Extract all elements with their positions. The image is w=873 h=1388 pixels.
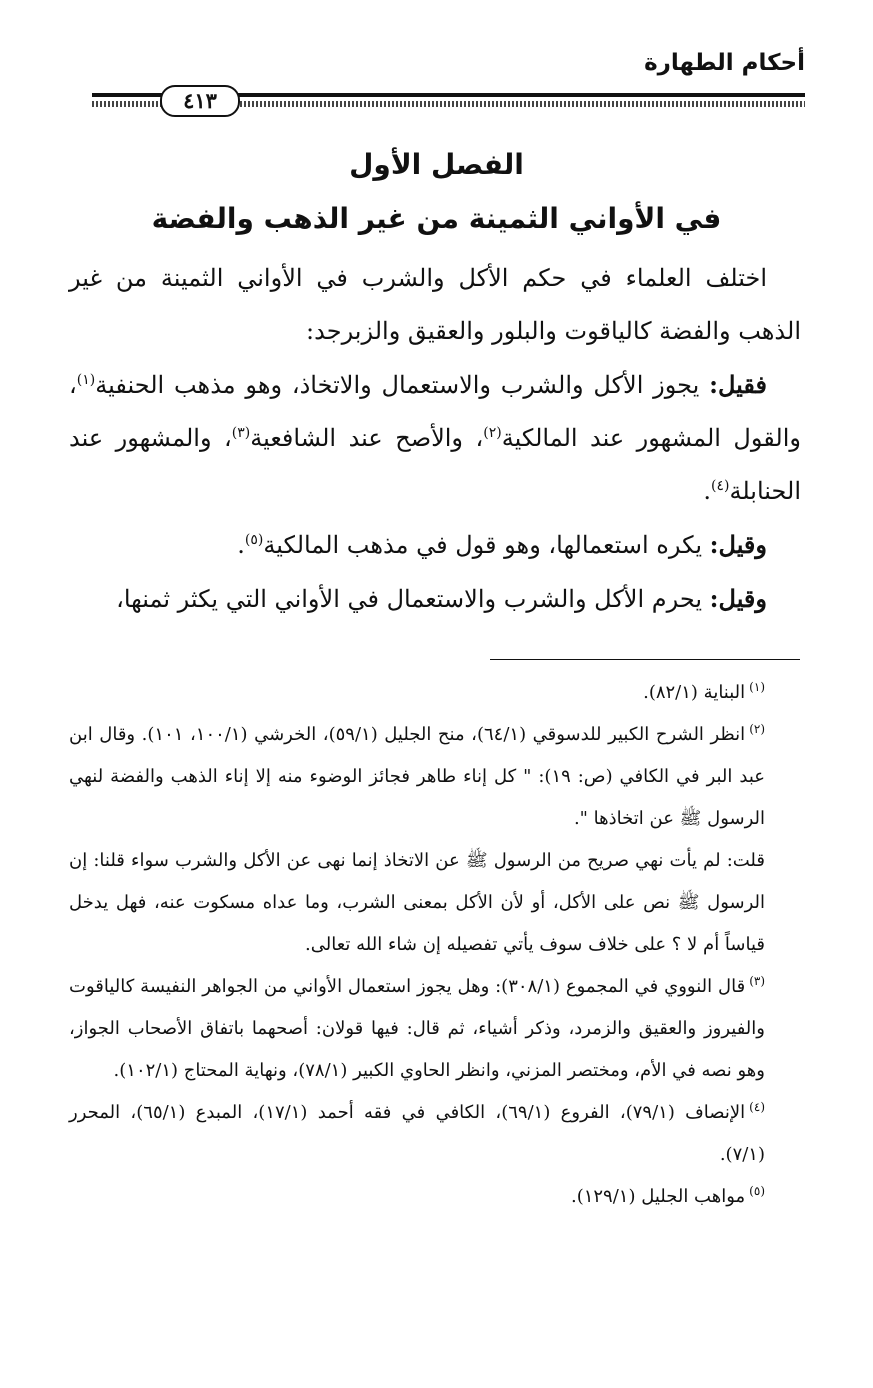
footnote-ref: (٤) xyxy=(711,478,730,494)
footnote-2-continuation xyxy=(69,840,801,966)
running-title: أحكام الطهارة xyxy=(644,50,805,76)
main-text xyxy=(69,252,801,626)
chapter-heading: الفصل الأول xyxy=(349,148,524,181)
opinion-text: . xyxy=(703,477,711,505)
opinion-paragraph-1 xyxy=(69,358,801,518)
footnote-number: (١) xyxy=(749,680,765,694)
footnote-3 xyxy=(69,966,801,1092)
footnote-2 xyxy=(69,714,801,840)
opinion-text: ، والأصح عند الشافعية xyxy=(250,424,484,452)
opinion-paragraph-2 xyxy=(69,518,801,572)
footnote-text: انظر الشرح الكبير للدسوقي (٦٤/١)، منح الجليل (٥٩/١)، الخرشي (١٠٠/١، ١٠١). وقال ابن عبد البر في الكافي (ص: ١٩): " كل إناء طاهر فجائز الوضوء منه إلا إناء الذهب والفضة لنهي الرسول ﷺ عن اتخاذها ". xyxy=(69,724,765,829)
opinion-lead: وقيل: xyxy=(709,530,767,559)
footnote-text: البناية (٨٢/١). xyxy=(643,682,746,703)
footnote-5 xyxy=(69,1176,801,1218)
opinion-lead: فقيل: xyxy=(709,370,767,399)
footnote-ref: (٣) xyxy=(231,425,251,441)
opinion-text: ، والقول المشهور عند المالكية xyxy=(69,371,801,452)
opinion-text: . xyxy=(237,531,245,559)
footnote-text: مواهب الجليل (١٢٩/١). xyxy=(570,1186,746,1207)
opinion-text: يكره استعمالها، وهو قول في مذهب المالكية xyxy=(263,531,710,559)
footnote-1 xyxy=(69,672,801,714)
footnote-text: قلت: لم يأت نهي صريح من الرسول ﷺ عن الاتخاذ إنما نهى عن الأكل والشرب سواء قلنا: إن الرسول ﷺ نص على الأكل، أو لأن الأكل بمعنى الشرب، وما عداه مسكوت عنه، فهل يدخل قياساً أم لا ؟ على خلاف سوف يأتي تفصيله إن شاء الله تعالى. xyxy=(69,850,765,955)
footnote-ref: (٢) xyxy=(483,425,502,441)
opinion-paragraph-3 xyxy=(69,572,801,626)
footnote-ref: (١) xyxy=(76,372,96,388)
opinion-text: ، والمشهور عند الحنابلة xyxy=(69,424,801,505)
opinion-lead: وقيل: xyxy=(709,584,767,613)
footnote-text: الإنصاف (٧٩/١)، الفروع (٦٩/١)، الكافي في فقه أحمد (١٧/١)، المبدع (٦٥/١)، المحرر (٧/١). xyxy=(69,1102,765,1165)
page-number: ٤١٣ xyxy=(160,85,240,117)
footnote-text: قال النووي في المجموع (٣٠٨/١): وهل يجوز استعمال الأواني من الجواهر النفيسة كالياقوت والفيروز والعقيق والزمرد، وذكر أشياء، ثم قال: فيها قولان: أصحهما باتفاق الأصحاب الجواز، وهو نصه في الأم، ومختصر المزني، وانظر الحاوي الكبير (٧٨/١)، ونهاية المحتاج (١٠٢/١). xyxy=(69,976,765,1081)
footnote-number: (٢) xyxy=(749,722,766,736)
opinion-text: يجوز الأكل والشرب والاستعمال والاتخاذ، وهو مذهب الحنفية xyxy=(95,371,710,399)
footnote-4 xyxy=(69,1092,801,1176)
opinion-text: يحرم الأكل والشرب والاستعمال في الأواني التي يكثر ثمنها، xyxy=(116,585,710,613)
footnote-number: (٣) xyxy=(749,974,766,988)
footnote-separator xyxy=(490,659,800,660)
chapter-subtitle: في الأواني الثمينة من غير الذهب والفضة xyxy=(151,202,722,235)
footnote-ref: (٥) xyxy=(244,532,264,548)
footnote-number: (٤) xyxy=(749,1100,765,1114)
footnote-number: (٥) xyxy=(749,1184,765,1198)
footnotes xyxy=(69,672,801,1218)
intro-paragraph: اختلف العلماء في حكم الأكل والشرب في الأواني الثمينة من غير الذهب والفضة كالياقوت والبلور والعقيق والزبرجد: xyxy=(69,264,801,345)
